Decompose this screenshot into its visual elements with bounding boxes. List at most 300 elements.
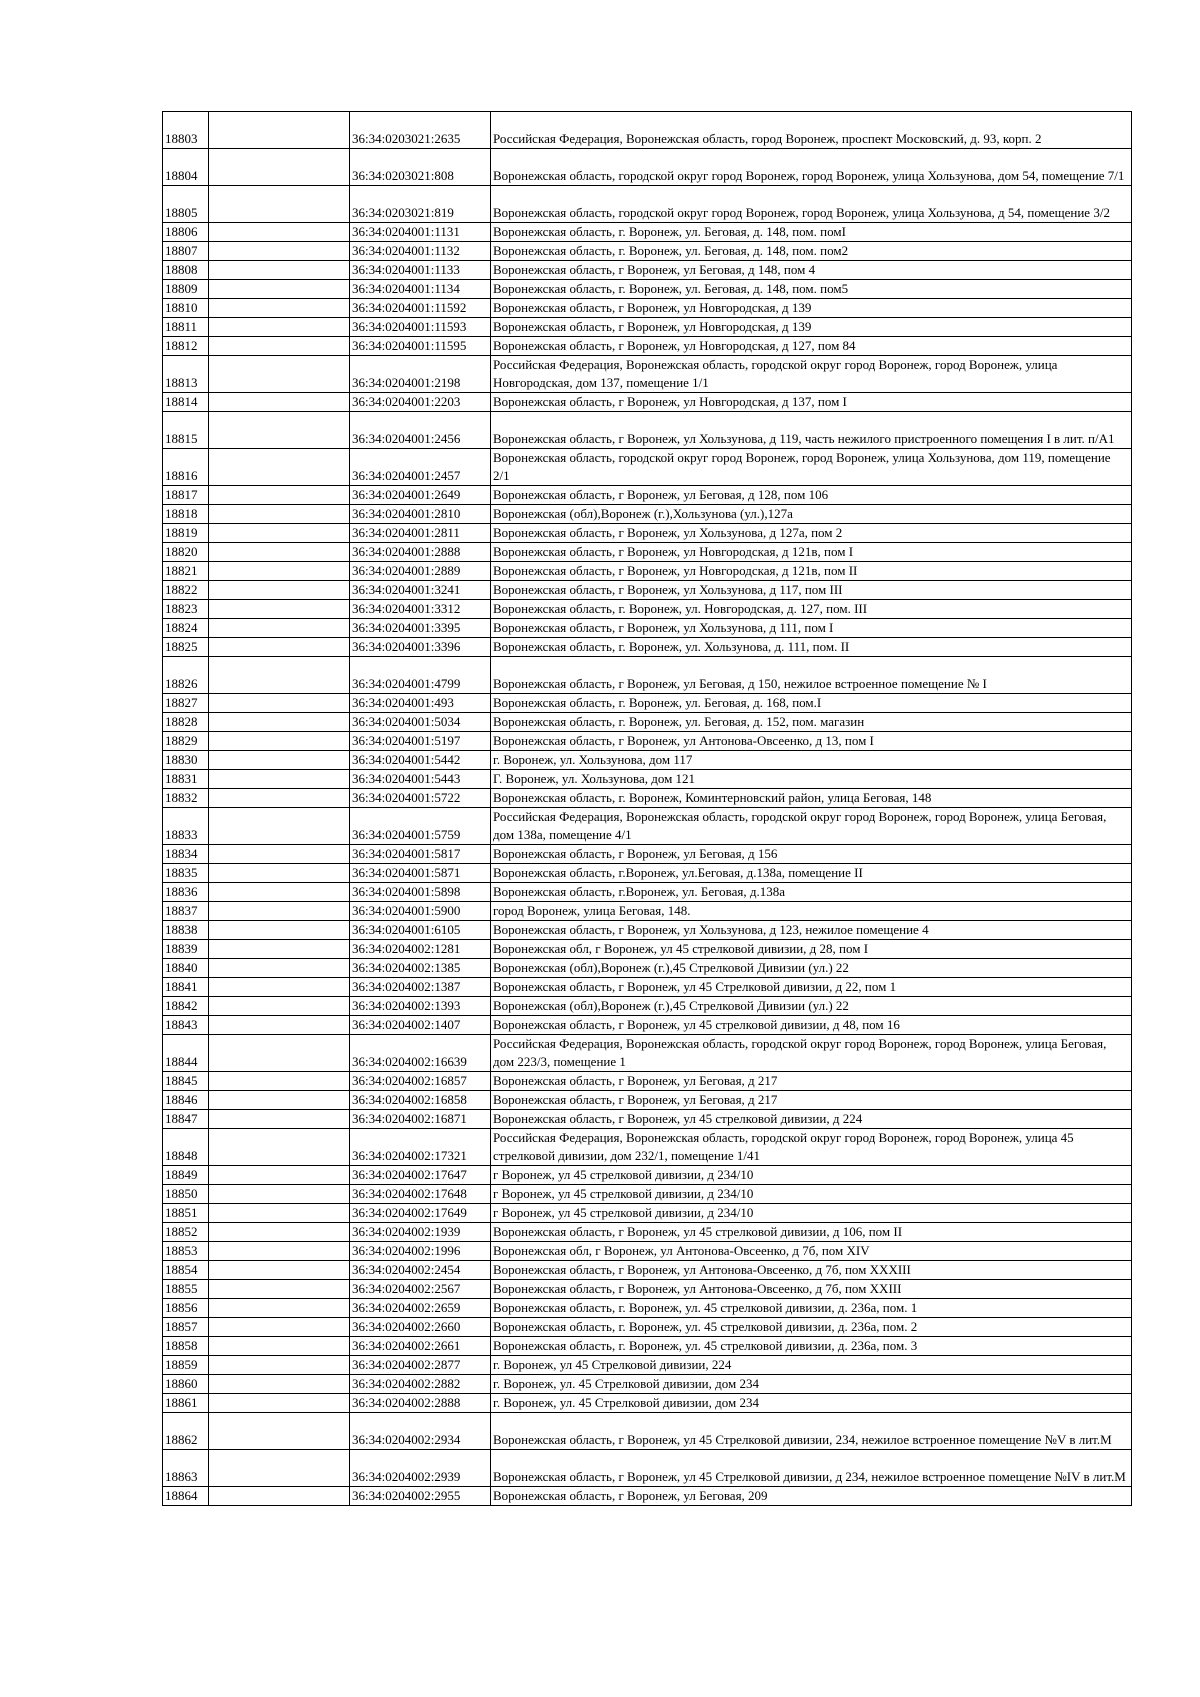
address-cell: Воронежская область, городской округ город Воронеж, город Воронеж, улица Хользунова, дом 119, помещение 2/1: [491, 449, 1132, 486]
table-row: [163, 1185, 1132, 1204]
row-number-cell: 18840: [163, 959, 209, 978]
cadastral-number-cell: 36:34:0204001:2457: [350, 449, 491, 486]
empty-cell: [209, 149, 350, 186]
table-row: [163, 449, 1132, 486]
row-number-cell: 18831: [163, 770, 209, 789]
table-row: [163, 997, 1132, 1016]
empty-cell: [209, 337, 350, 356]
table-row: [163, 581, 1132, 600]
empty-cell: [209, 1318, 350, 1337]
address-cell: Воронежская область, г Воронеж, ул Беговая, д 217: [491, 1072, 1132, 1091]
address-cell: Воронежская область, г Воронеж, ул Беговая, д 156: [491, 845, 1132, 864]
table-row: [163, 1394, 1132, 1413]
row-number-cell: 18809: [163, 280, 209, 299]
row-number-cell: 18845: [163, 1072, 209, 1091]
row-number-cell: 18813: [163, 356, 209, 393]
table-row: [163, 1242, 1132, 1261]
empty-cell: [209, 1487, 350, 1506]
table-row: [163, 356, 1132, 393]
empty-cell: [209, 1413, 350, 1450]
row-number-cell: 18859: [163, 1356, 209, 1375]
cadastral-number-cell: 36:34:0204002:16858: [350, 1091, 491, 1110]
row-number-cell: 18814: [163, 393, 209, 412]
address-cell: город Воронеж, улица Беговая, 148.: [491, 902, 1132, 921]
row-number-cell: 18862: [163, 1413, 209, 1450]
row-number-cell: 18805: [163, 186, 209, 223]
empty-cell: [209, 1356, 350, 1375]
empty-cell: [209, 1223, 350, 1242]
row-number-cell: 18819: [163, 524, 209, 543]
empty-cell: [209, 543, 350, 562]
empty-cell: [209, 449, 350, 486]
row-number-cell: 18820: [163, 543, 209, 562]
address-cell: Воронежская область, г Воронеж, ул Хользунова, д 119, часть нежилого пристроенного помещения I в лит. п/А1: [491, 412, 1132, 449]
cadastral-number-cell: 36:34:0204002:2934: [350, 1413, 491, 1450]
cadastral-number-cell: 36:34:0204001:2810: [350, 505, 491, 524]
row-number-cell: 18855: [163, 1280, 209, 1299]
table-row: [163, 845, 1132, 864]
address-cell: г Воронеж, ул 45 стрелковой дивизии, д 234/10: [491, 1204, 1132, 1223]
table-row: [163, 1450, 1132, 1487]
cadastral-number-cell: 36:34:0204001:5817: [350, 845, 491, 864]
cadastral-number-cell: 36:34:0204002:16857: [350, 1072, 491, 1091]
table-row: [163, 1337, 1132, 1356]
table-row: [163, 1413, 1132, 1450]
registry-table-sheet: [162, 111, 1131, 1506]
cadastral-number-cell: 36:34:0204001:2888: [350, 543, 491, 562]
empty-cell: [209, 261, 350, 280]
table-row: [163, 1223, 1132, 1242]
cadastral-number-cell: 36:34:0204001:5871: [350, 864, 491, 883]
row-number-cell: 18832: [163, 789, 209, 808]
address-cell: г. Воронеж, ул 45 Стрелковой дивизии, 224: [491, 1356, 1132, 1375]
cadastral-number-cell: 36:34:0204002:1996: [350, 1242, 491, 1261]
address-cell: г. Воронеж, ул. Хользунова, дом 117: [491, 751, 1132, 770]
empty-cell: [209, 978, 350, 997]
cadastral-number-cell: 36:34:0204001:3395: [350, 619, 491, 638]
table-row: [163, 959, 1132, 978]
empty-cell: [209, 751, 350, 770]
cadastral-number-cell: 36:34:0204002:16639: [350, 1035, 491, 1072]
table-row: [163, 638, 1132, 657]
address-cell: Воронежская область, г.Воронеж, ул. Беговая, д.138а: [491, 883, 1132, 902]
table-row: [163, 1016, 1132, 1035]
row-number-cell: 18824: [163, 619, 209, 638]
address-cell: Воронежская область, г Воронеж, ул Антонова-Овсеенко, д 7б, пом XXXIII: [491, 1261, 1132, 1280]
row-number-cell: 18810: [163, 299, 209, 318]
row-number-cell: 18849: [163, 1166, 209, 1185]
empty-cell: [209, 1375, 350, 1394]
cadastral-number-cell: 36:34:0203021:2635: [350, 112, 491, 149]
table-row: [163, 1261, 1132, 1280]
empty-cell: [209, 1110, 350, 1129]
cadastral-number-cell: 36:34:0204001:5442: [350, 751, 491, 770]
address-cell: Воронежская (обл),Воронеж (г.),Хользунова (ул.),127а: [491, 505, 1132, 524]
cadastral-number-cell: 36:34:0203021:808: [350, 149, 491, 186]
row-number-cell: 18804: [163, 149, 209, 186]
empty-cell: [209, 1299, 350, 1318]
address-cell: Воронежская область, городской округ город Воронеж, город Воронеж, улица Хользунова, д 54, помещение 3/2: [491, 186, 1132, 223]
cadastral-number-cell: 36:34:0204002:1385: [350, 959, 491, 978]
address-cell: Воронежская область, г. Воронеж, ул. 45 стрелковой дивизии, д. 236а, пом. 3: [491, 1337, 1132, 1356]
table-row: [163, 770, 1132, 789]
table-row: [163, 280, 1132, 299]
cadastral-number-cell: 36:34:0204002:2939: [350, 1450, 491, 1487]
table-row: [163, 657, 1132, 694]
empty-cell: [209, 1129, 350, 1166]
table-row: [163, 524, 1132, 543]
table-row: [163, 261, 1132, 280]
address-cell: Воронежская область, г Воронеж, ул Новгородская, д 139: [491, 299, 1132, 318]
row-number-cell: 18835: [163, 864, 209, 883]
cadastral-number-cell: 36:34:0203021:819: [350, 186, 491, 223]
row-number-cell: 18826: [163, 657, 209, 694]
cadastral-number-cell: 36:34:0204002:2454: [350, 1261, 491, 1280]
cadastral-number-cell: 36:34:0204001:3241: [350, 581, 491, 600]
table-row: [163, 186, 1132, 223]
row-number-cell: 18844: [163, 1035, 209, 1072]
cadastral-number-cell: 36:34:0204002:1387: [350, 978, 491, 997]
empty-cell: [209, 1016, 350, 1035]
table-row: [163, 694, 1132, 713]
empty-cell: [209, 318, 350, 337]
empty-cell: [209, 1166, 350, 1185]
cadastral-number-cell: 36:34:0204001:5197: [350, 732, 491, 751]
empty-cell: [209, 1280, 350, 1299]
address-cell: Воронежская область, г Воронеж, ул Беговая, 209: [491, 1487, 1132, 1506]
row-number-cell: 18839: [163, 940, 209, 959]
row-number-cell: 18864: [163, 1487, 209, 1506]
row-number-cell: 18847: [163, 1110, 209, 1129]
address-cell: Воронежская область, г Воронеж, ул Антонова-Овсеенко, д 13, пом I: [491, 732, 1132, 751]
table-row: [163, 789, 1132, 808]
table-row: [163, 883, 1132, 902]
empty-cell: [209, 883, 350, 902]
table-row: [163, 940, 1132, 959]
row-number-cell: 18837: [163, 902, 209, 921]
cadastral-number-cell: 36:34:0204001:3312: [350, 600, 491, 619]
cadastral-number-cell: 36:34:0204001:5722: [350, 789, 491, 808]
table-row: [163, 223, 1132, 242]
row-number-cell: 18842: [163, 997, 209, 1016]
cadastral-number-cell: 36:34:0204002:2888: [350, 1394, 491, 1413]
table-row: [163, 1204, 1132, 1223]
empty-cell: [209, 732, 350, 751]
cadastral-number-cell: 36:34:0204001:5443: [350, 770, 491, 789]
address-cell: Российская Федерация, Воронежская область, городской округ город Воронеж, город Воронеж, улица Беговая, дом 138а, помещение 4/1: [491, 808, 1132, 845]
table-row: [163, 1072, 1132, 1091]
address-cell: Воронежская область, г. Воронеж, ул. Хользунова, д. 111, пом. II: [491, 638, 1132, 657]
address-cell: Воронежская область, г Воронеж, ул Новгородская, д 139: [491, 318, 1132, 337]
address-cell: Воронежская область, г Воронеж, ул 45 стрелковой дивизии, д 224: [491, 1110, 1132, 1129]
address-cell: Воронежская область, г. Воронеж, ул. Беговая, д. 148, пом. помI: [491, 223, 1132, 242]
row-number-cell: 18841: [163, 978, 209, 997]
row-number-cell: 18846: [163, 1091, 209, 1110]
empty-cell: [209, 940, 350, 959]
address-cell: Воронежская область, г Воронеж, ул Беговая, д 148, пом 4: [491, 261, 1132, 280]
cadastral-number-cell: 36:34:0204002:1281: [350, 940, 491, 959]
address-cell: Воронежская область, г. Воронеж, ул. Беговая, д. 148, пом. пом2: [491, 242, 1132, 261]
empty-cell: [209, 1072, 350, 1091]
empty-cell: [209, 694, 350, 713]
cadastral-number-cell: 36:34:0204002:16871: [350, 1110, 491, 1129]
row-number-cell: 18825: [163, 638, 209, 657]
row-number-cell: 18853: [163, 1242, 209, 1261]
empty-cell: [209, 1035, 350, 1072]
cadastral-number-cell: 36:34:0204001:493: [350, 694, 491, 713]
empty-cell: [209, 581, 350, 600]
empty-cell: [209, 1261, 350, 1280]
empty-cell: [209, 959, 350, 978]
cadastral-number-cell: 36:34:0204001:11595: [350, 337, 491, 356]
address-cell: Российская Федерация, Воронежская область, город Воронеж, проспект Московский, д. 93, корп. 2: [491, 112, 1132, 149]
empty-cell: [209, 1204, 350, 1223]
table-row: [163, 393, 1132, 412]
table-row: [163, 1110, 1132, 1129]
cadastral-number-cell: 36:34:0204002:2567: [350, 1280, 491, 1299]
address-cell: Воронежская (обл),Воронеж (г.),45 Стрелковой Дивизии (ул.) 22: [491, 997, 1132, 1016]
row-number-cell: 18834: [163, 845, 209, 864]
row-number-cell: 18863: [163, 1450, 209, 1487]
address-cell: Воронежская область, г Воронеж, ул 45 Стрелковой дивизии, д 22, пом 1: [491, 978, 1132, 997]
table-row: [163, 299, 1132, 318]
row-number-cell: 18822: [163, 581, 209, 600]
empty-cell: [209, 808, 350, 845]
address-cell: г Воронеж, ул 45 стрелковой дивизии, д 234/10: [491, 1185, 1132, 1204]
row-number-cell: 18858: [163, 1337, 209, 1356]
cadastral-number-cell: 36:34:0204002:2659: [350, 1299, 491, 1318]
empty-cell: [209, 1450, 350, 1487]
address-cell: Воронежская область, г Воронеж, ул 45 стрелковой дивизии, д 48, пом 16: [491, 1016, 1132, 1035]
row-number-cell: 18856: [163, 1299, 209, 1318]
cadastral-number-cell: 36:34:0204002:1393: [350, 997, 491, 1016]
row-number-cell: 18821: [163, 562, 209, 581]
empty-cell: [209, 1337, 350, 1356]
row-number-cell: 18827: [163, 694, 209, 713]
cadastral-number-cell: 36:34:0204001:1133: [350, 261, 491, 280]
empty-cell: [209, 562, 350, 581]
address-cell: Воронежская область, г Воронеж, ул 45 Стрелковой дивизии, 234, нежилое встроенное помещение №V в лит.М: [491, 1413, 1132, 1450]
cadastral-number-cell: 36:34:0204002:17647: [350, 1166, 491, 1185]
address-cell: Воронежская область, г Воронеж, ул 45 Стрелковой дивизии, д 234, нежилое встроенное помещение №IV в лит.М: [491, 1450, 1132, 1487]
address-cell: Воронежская обл, г Воронеж, ул Антонова-Овсеенко, д 7б, пом XIV: [491, 1242, 1132, 1261]
address-cell: Воронежская (обл),Воронеж (г.),45 Стрелковой Дивизии (ул.) 22: [491, 959, 1132, 978]
address-cell: Воронежская область, г Воронеж, ул Хользунова, д 123, нежилое помещение 4: [491, 921, 1132, 940]
address-cell: Воронежская область, г Воронеж, ул Новгородская, д 121в, пом I: [491, 543, 1132, 562]
cadastral-number-cell: 36:34:0204001:5759: [350, 808, 491, 845]
cadastral-number-cell: 36:34:0204002:1407: [350, 1016, 491, 1035]
row-number-cell: 18818: [163, 505, 209, 524]
cadastral-number-cell: 36:34:0204002:1939: [350, 1223, 491, 1242]
address-cell: Воронежская область, г Воронеж, ул Новгородская, д 127, пом 84: [491, 337, 1132, 356]
empty-cell: [209, 657, 350, 694]
address-cell: Воронежская область, г. Воронеж, ул. Беговая, д. 152, пом. магазин: [491, 713, 1132, 732]
empty-cell: [209, 186, 350, 223]
table-row: [163, 1129, 1132, 1166]
row-number-cell: 18848: [163, 1129, 209, 1166]
cadastral-number-cell: 36:34:0204001:1132: [350, 242, 491, 261]
table-row: [163, 864, 1132, 883]
table-row: [163, 902, 1132, 921]
cadastral-number-cell: 36:34:0204002:2661: [350, 1337, 491, 1356]
address-cell: Российская Федерация, Воронежская область, городской округ город Воронеж, город Воронеж, улица 45 стрелковой дивизии, дом 232/1, помещение 1/41: [491, 1129, 1132, 1166]
row-number-cell: 18852: [163, 1223, 209, 1242]
cadastral-number-cell: 36:34:0204001:3396: [350, 638, 491, 657]
table-row: [163, 149, 1132, 186]
table-row: [163, 562, 1132, 581]
table-row: [163, 318, 1132, 337]
empty-cell: [209, 921, 350, 940]
cadastral-number-cell: 36:34:0204002:2955: [350, 1487, 491, 1506]
empty-cell: [209, 1394, 350, 1413]
empty-cell: [209, 789, 350, 808]
empty-cell: [209, 845, 350, 864]
table-row: [163, 486, 1132, 505]
empty-cell: [209, 1091, 350, 1110]
empty-cell: [209, 524, 350, 543]
table-row: [163, 732, 1132, 751]
table-row: [163, 1299, 1132, 1318]
cadastral-number-cell: 36:34:0204001:5900: [350, 902, 491, 921]
empty-cell: [209, 638, 350, 657]
address-cell: Российская Федерация, Воронежская область, городской округ город Воронеж, город Воронеж, улица Беговая, дом 223/3, помещение 1: [491, 1035, 1132, 1072]
table-row: [163, 1091, 1132, 1110]
row-number-cell: 18854: [163, 1261, 209, 1280]
cadastral-number-cell: 36:34:0204001:1131: [350, 223, 491, 242]
row-number-cell: 18812: [163, 337, 209, 356]
row-number-cell: 18829: [163, 732, 209, 751]
address-cell: Воронежская область, г. Воронеж, ул. Беговая, д. 148, пом. пом5: [491, 280, 1132, 299]
row-number-cell: 18815: [163, 412, 209, 449]
row-number-cell: 18836: [163, 883, 209, 902]
table-row: [163, 412, 1132, 449]
row-number-cell: 18850: [163, 1185, 209, 1204]
address-cell: г Воронеж, ул 45 стрелковой дивизии, д 234/10: [491, 1166, 1132, 1185]
row-number-cell: 18843: [163, 1016, 209, 1035]
table-row: [163, 600, 1132, 619]
address-cell: Российская Федерация, Воронежская область, городской округ город Воронеж, город Воронеж, улица Новгородская, дом 137, помещение 1/1: [491, 356, 1132, 393]
cadastral-number-cell: 36:34:0204001:2649: [350, 486, 491, 505]
address-cell: Воронежская область, г. Воронеж, ул. Новгородская, д. 127, пом. III: [491, 600, 1132, 619]
address-cell: Воронежская область, г Воронеж, ул Хользунова, д 117, пом III: [491, 581, 1132, 600]
empty-cell: [209, 242, 350, 261]
cadastral-number-cell: 36:34:0204001:6105: [350, 921, 491, 940]
address-cell: Воронежская область, г Воронеж, ул Новгородская, д 121в, пом II: [491, 562, 1132, 581]
empty-cell: [209, 1185, 350, 1204]
row-number-cell: 18816: [163, 449, 209, 486]
row-number-cell: 18857: [163, 1318, 209, 1337]
empty-cell: [209, 412, 350, 449]
cadastral-number-cell: 36:34:0204001:11593: [350, 318, 491, 337]
cadastral-number-cell: 36:34:0204001:2456: [350, 412, 491, 449]
row-number-cell: 18861: [163, 1394, 209, 1413]
empty-cell: [209, 600, 350, 619]
address-cell: Воронежская область, г Воронеж, ул Антонова-Овсеенко, д 7б, пом XXIII: [491, 1280, 1132, 1299]
row-number-cell: 18860: [163, 1375, 209, 1394]
empty-cell: [209, 223, 350, 242]
empty-cell: [209, 997, 350, 1016]
registry-table-body: [163, 112, 1132, 1506]
cadastral-number-cell: 36:34:0204001:2889: [350, 562, 491, 581]
cadastral-number-cell: 36:34:0204001:1134: [350, 280, 491, 299]
row-number-cell: 18806: [163, 223, 209, 242]
row-number-cell: 18838: [163, 921, 209, 940]
cadastral-number-cell: 36:34:0204001:5034: [350, 713, 491, 732]
cadastral-number-cell: 36:34:0204002:17648: [350, 1185, 491, 1204]
address-cell: г. Воронеж, ул. 45 Стрелковой дивизии, дом 234: [491, 1394, 1132, 1413]
empty-cell: [209, 713, 350, 732]
table-row: [163, 921, 1132, 940]
address-cell: Воронежская область, г.Воронеж, ул.Беговая, д.138а, помещение II: [491, 864, 1132, 883]
row-number-cell: 18828: [163, 713, 209, 732]
address-cell: Г. Воронеж, ул. Хользунова, дом 121: [491, 770, 1132, 789]
table-row: [163, 1035, 1132, 1072]
address-cell: Воронежская область, г. Воронеж, ул. 45 стрелковой дивизии, д. 236а, пом. 2: [491, 1318, 1132, 1337]
cadastral-number-cell: 36:34:0204001:2203: [350, 393, 491, 412]
address-cell: Воронежская область, г. Воронеж, ул. 45 стрелковой дивизии, д. 236а, пом. 1: [491, 1299, 1132, 1318]
address-cell: Воронежская область, городской округ город Воронеж, город Воронеж, улица Хользунова, дом 54, помещение 7/1: [491, 149, 1132, 186]
table-row: [163, 808, 1132, 845]
cadastral-number-cell: 36:34:0204001:2198: [350, 356, 491, 393]
row-number-cell: 18851: [163, 1204, 209, 1223]
table-row: [163, 1166, 1132, 1185]
cadastral-number-cell: 36:34:0204001:4799: [350, 657, 491, 694]
address-cell: Воронежская область, г Воронеж, ул Беговая, д 150, нежилое встроенное помещение № I: [491, 657, 1132, 694]
cadastral-number-cell: 36:34:0204002:17321: [350, 1129, 491, 1166]
row-number-cell: 18803: [163, 112, 209, 149]
empty-cell: [209, 770, 350, 789]
address-cell: Воронежская область, г Воронеж, ул Новгородская, д 137, пом I: [491, 393, 1132, 412]
empty-cell: [209, 505, 350, 524]
address-cell: Воронежская область, г Воронеж, ул Хользунова, д 111, пом I: [491, 619, 1132, 638]
empty-cell: [209, 356, 350, 393]
table-row: [163, 978, 1132, 997]
empty-cell: [209, 486, 350, 505]
cadastral-number-cell: 36:34:0204002:2882: [350, 1375, 491, 1394]
empty-cell: [209, 393, 350, 412]
table-row: [163, 1375, 1132, 1394]
row-number-cell: 18830: [163, 751, 209, 770]
table-row: [163, 337, 1132, 356]
registry-table: [162, 111, 1132, 1506]
empty-cell: [209, 864, 350, 883]
table-row: [163, 1280, 1132, 1299]
row-number-cell: 18833: [163, 808, 209, 845]
empty-cell: [209, 619, 350, 638]
cadastral-number-cell: 36:34:0204002:2877: [350, 1356, 491, 1375]
table-row: [163, 1318, 1132, 1337]
table-row: [163, 1487, 1132, 1506]
table-row: [163, 1356, 1132, 1375]
table-row: [163, 112, 1132, 149]
row-number-cell: 18808: [163, 261, 209, 280]
cadastral-number-cell: 36:34:0204002:17649: [350, 1204, 491, 1223]
table-row: [163, 543, 1132, 562]
cadastral-number-cell: 36:34:0204001:5898: [350, 883, 491, 902]
table-row: [163, 619, 1132, 638]
cadastral-number-cell: 36:34:0204002:2660: [350, 1318, 491, 1337]
address-cell: Воронежская область, г Воронеж, ул Беговая, д 128, пом 106: [491, 486, 1132, 505]
address-cell: Воронежская обл, г Воронеж, ул 45 стрелковой дивизии, д 28, пом I: [491, 940, 1132, 959]
address-cell: г. Воронеж, ул. 45 Стрелковой дивизии, дом 234: [491, 1375, 1132, 1394]
address-cell: Воронежская область, г. Воронеж, ул. Беговая, д. 168, пом.I: [491, 694, 1132, 713]
row-number-cell: 18823: [163, 600, 209, 619]
cadastral-number-cell: 36:34:0204001:11592: [350, 299, 491, 318]
address-cell: Воронежская область, г Воронеж, ул Хользунова, д 127а, пом 2: [491, 524, 1132, 543]
table-row: [163, 751, 1132, 770]
table-row: [163, 505, 1132, 524]
row-number-cell: 18811: [163, 318, 209, 337]
